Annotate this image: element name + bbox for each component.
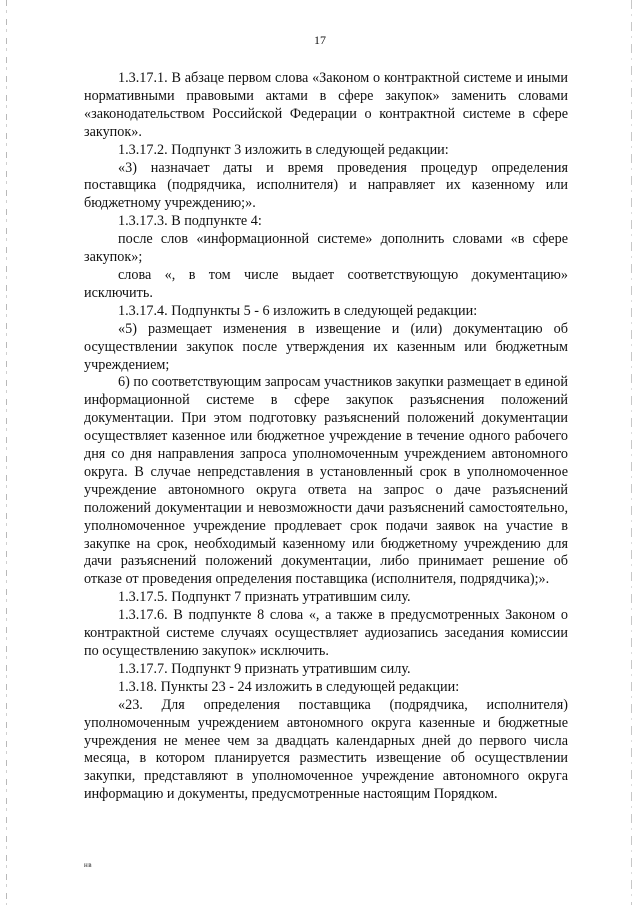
paragraph: слова «, в том числе выдает соответствующую документацию» исключить. [84,266,568,301]
scan-edge-right [631,0,632,905]
scan-edge-left [6,0,7,905]
footer-initials: нв [84,861,93,869]
paragraph: 1.3.17.6. В подпункте 8 слова «, а также в предусмотренных Законом о контрактной системе случаях осуществляет аудиозапись заседания комиссии по осуществлению закупок» исключить. [84,607,568,659]
paragraph: 1.3.17.2. Подпункт 3 изложить в следующей редакции: [118,141,449,158]
paragraph: 1.3.17.7. Подпункт 9 признать утратившим силу. [118,660,411,677]
paragraph: 1.3.18. Пункты 23 - 24 изложить в следующей редакции: [118,678,460,695]
paragraph: 1.3.17.5. Подпункт 7 признать утратившим силу. [118,589,411,606]
paragraph: 1.3.17.4. Подпункты 5 - 6 изложить в следующей редакции: [118,302,478,319]
paragraph: «3) назначает даты и время проведения процедур определения поставщика (подрядчика, исполнителя) и направляет их казенному или бюджетному учреждению;». [84,159,568,212]
paragraph: 1.3.17.3. В подпункте 4: [118,213,262,230]
paragraph: после слов «информационной системе» дополнить словами «в сфере закупок»; [84,231,568,266]
paragraph: 6) по соответствующим запросам участников закупки размещает в единой информационной системе в сфере закупок разъяснения положений документации. При этом подготовку разъяснений положений документации осуществляет казенное или бюджетное учреждение в течение одного рабочего дня со дня направления запроса уполномоченным учреждением автономного округа. В случае непредставления в установленный срок в уполномоченное учреждение автономного округа ответа на запрос о даче разъяснений положений документации и невозможности дачи разъяснений самостоятельно, уполномоченное учреждение продлевает срок подачи заявок на участие в закупке на срок, необходимый казенному или бюджетному учреждению для дачи разъяснений положений документации, либо принимает решение об отказе от проведения определения поставщика (исполнителя, подрядчика);». [84,374,568,588]
paragraph: «5) размещает изменения в извещение и (или) документацию об осуществлении закупок после утверждения их казенным или бюджетным учреждением; [84,320,568,373]
paragraph: 1.3.17.1. В абзаце первом слова «Законом о контрактной системе и иными нормативными правовыми актами в сфере закупок» заменить словами «законодательством Российской Федерации о контрактной системе в сфере закупок». [84,70,568,140]
document-body [84,70,568,804]
page-number: 17 [314,33,326,47]
paragraph: «23. Для определения поставщика (подрядчика, исполнителя) уполномоченным учреждением автономного округа казенные и бюджетные учреждения не менее чем за двадцать календарных дней до первого числа месяца, в котором планируется разместить извещение об осуществлении закупки, представляют в уполномоченное учреждение автономного округа информацию и документы, предусмотренные настоящим Порядком. [84,696,568,803]
